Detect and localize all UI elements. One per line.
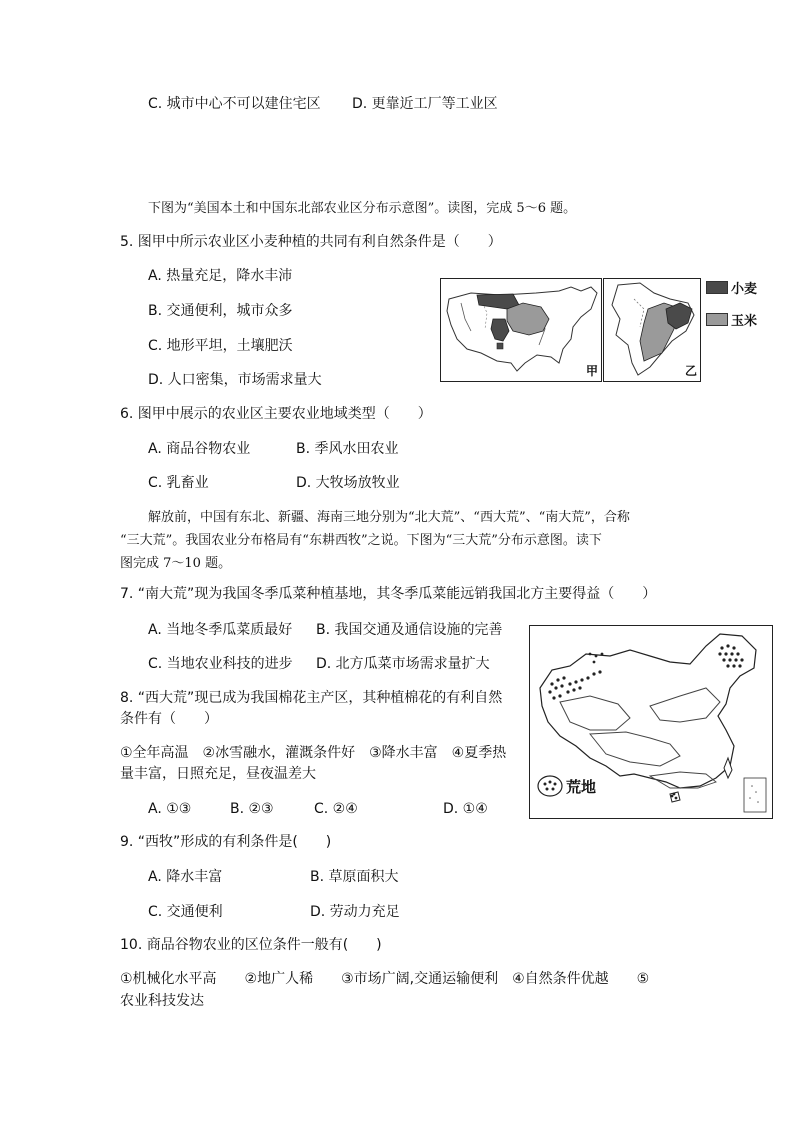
intro-7-10-line3: 图完成 7～10 题。 <box>120 556 232 571</box>
q7-option-d: D. 北方瓜菜市场需求量扩大 <box>316 656 490 672</box>
q10-conditions-line2: 农业科技发达 <box>120 993 204 1009</box>
map-label-yi: 乙 <box>684 364 697 378</box>
intro-5-6: 下图为“美国本土和中国东北部农业区分布示意图”。读图，完成 5～6 题。 <box>148 201 577 216</box>
intro-7-10-line1: 解放前，中国有东北、新疆、海南三地分别为“北大荒”、“西大荒”、“南大荒”，合称 <box>148 510 630 525</box>
china-wasteland-map <box>529 625 773 819</box>
q10-stem: 10. 商品谷物农业的区位条件一般有( ) <box>120 937 382 953</box>
q8-stem-line2: 条件有（ ） <box>120 711 218 727</box>
q5-stem: 5. 图甲中所示农业区小麦种植的共同有利自然条件是（ ） <box>120 234 502 250</box>
intro-7-10-line2: “三大荒”。我国农业分布格局有“东耕西牧”之说。下图为“三大荒”分布示意图。读下 <box>120 533 602 548</box>
q9-option-d: D. 劳动力充足 <box>310 904 400 920</box>
legend-corn-label: 玉米 <box>731 314 758 329</box>
legend-wasteland-label: 荒地 <box>566 778 597 796</box>
usa-map-figure <box>441 279 601 381</box>
usa-agri-map <box>440 278 602 382</box>
q9-option-a: A. 降水丰富 <box>148 869 223 885</box>
q5-option-d: D. 人口密集，市场需求量大 <box>148 372 322 388</box>
q6-option-c: C. 乳畜业 <box>148 475 209 491</box>
q7-option-c: C. 当地农业科技的进步 <box>148 656 293 672</box>
q5-option-c: C. 地形平坦，土壤肥沃 <box>148 338 293 354</box>
q9-stem: 9. “西牧”形成的有利条件是( ) <box>120 834 332 850</box>
q8-option-c: C. ②④ <box>314 801 358 817</box>
q8-stem-line1: 8. “西大荒”现已成为我国棉花主产区，其种植棉花的有利自然 <box>120 690 503 706</box>
q6-option-a: A. 商品谷物农业 <box>148 441 251 457</box>
map-label-jia: 甲 <box>585 364 598 378</box>
q10-conditions-line1: ①机械化水平高 ②地广人稀 ③市场广阔,交通运输便利 ④自然条件优越 ⑤ <box>120 971 650 987</box>
q6-stem: 6. 图甲中展示的农业区主要农业地域类型（ ） <box>120 406 432 422</box>
q7-stem: 7. “南大荒”现为我国冬季瓜菜种植基地，其冬季瓜菜能远销我国北方主要得益（ ） <box>120 586 657 602</box>
q8-option-b: B. ②③ <box>230 801 274 817</box>
q4-option-c: C. 城市中心不可以建住宅区 <box>148 96 321 112</box>
q7-option-b: B. 我国交通及通信设施的完善 <box>316 622 503 638</box>
q4-option-d: D. 更靠近工厂等工业区 <box>352 96 498 112</box>
q8-option-d: D. ①④ <box>443 801 488 817</box>
q5-option-b: B. 交通便利，城市众多 <box>148 303 293 319</box>
q8-conditions-line1: ①全年高温 ②冰雪融水，灌溉条件好 ③降水丰富 ④夏季热 <box>120 745 507 761</box>
q8-option-a: A. ①③ <box>148 801 192 817</box>
ne-china-agri-map <box>603 278 701 382</box>
q9-option-c: C. 交通便利 <box>148 904 223 920</box>
legend-wheat-swatch <box>706 281 728 294</box>
q9-option-b: B. 草原面积大 <box>310 869 399 885</box>
q7-option-a: A. 当地冬季瓜菜质最好 <box>148 622 293 638</box>
q5-option-a: A. 热量充足，降水丰沛 <box>148 268 293 284</box>
legend-wheat-label: 小麦 <box>731 282 758 297</box>
q6-option-b: B. 季风水田农业 <box>296 441 399 457</box>
legend-corn-swatch <box>706 313 728 326</box>
q8-conditions-line2: 量丰富，日照充足，昼夜温差大 <box>120 766 316 782</box>
q6-option-d: D. 大牧场放牧业 <box>296 475 400 491</box>
